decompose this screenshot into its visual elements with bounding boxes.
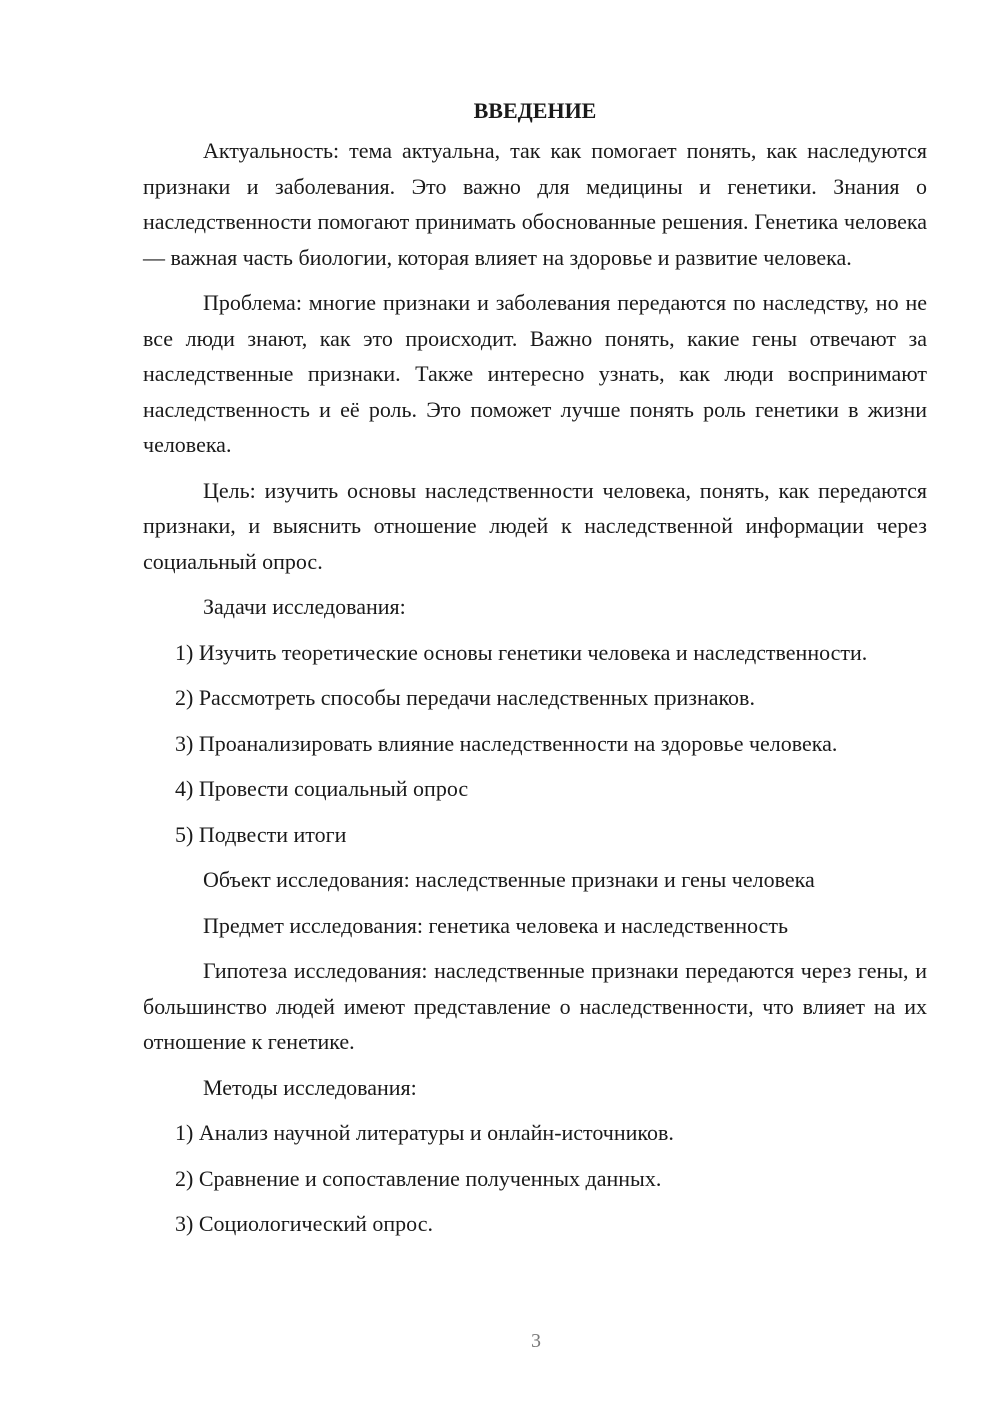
goal-paragraph: Цель: изучить основы наследственности человека, понять, как передаются признаки, и выяснить отношение людей к наследственной информации через социальный опрос.	[143, 477, 927, 574]
research-subject: Предмет исследования: генетика человека и наследственность	[203, 912, 789, 938]
page-title: ВВЕДЕНИЕ	[473, 98, 597, 123]
page-number: 3	[531, 1330, 541, 1352]
task-item: 1) Изучить теоретические основы генетики человека и наследственности.	[175, 639, 868, 665]
methods-heading: Методы исследования:	[203, 1074, 417, 1100]
method-item: 3) Социологический опрос.	[175, 1211, 433, 1236]
tasks-heading: Задачи исследования:	[203, 594, 406, 619]
research-object: Объект исследования: наследственные признаки и гены человека	[203, 867, 815, 892]
task-item: 4) Провести социальный опрос	[175, 776, 469, 801]
task-item: 2) Рассмотреть способы передачи наследственных признаков.	[175, 685, 755, 710]
task-item: 5) Подвести итоги	[175, 821, 347, 847]
task-item: 3) Проанализировать влияние наследственности на здоровье человека.	[175, 730, 838, 756]
method-item: 2) Сравнение и сопоставление полученных данных.	[175, 1165, 662, 1191]
method-item: 1) Анализ научной литературы и онлайн-источников.	[175, 1120, 674, 1145]
problem-paragraph: Проблема: многие признаки и заболевания передаются по наследству, но не все люди знают, как это происходит. Важно понять, какие гены отвечают за наследственные признаки. Также интересно узнать, как люди воспринимают наследственность и её роль. Это поможет лучше понять роль генетики в жизни человека.	[143, 290, 927, 457]
relevance-paragraph: Актуальность: тема актуальна, так как помогает понять, как наследуются признаки и заболевания. Это важно для медицины и генетики. Знания о наследственности помогают принимать обоснованные решения. Генетика человека — важная часть биологии, которая влияет на здоровье и развитие человека.	[143, 138, 927, 270]
hypothesis-paragraph: Гипотеза исследования: наследственные признаки передаются через гены, и большинство людей имеют представление о наследственности, что влияет на их отношение к генетике.	[143, 958, 927, 1054]
